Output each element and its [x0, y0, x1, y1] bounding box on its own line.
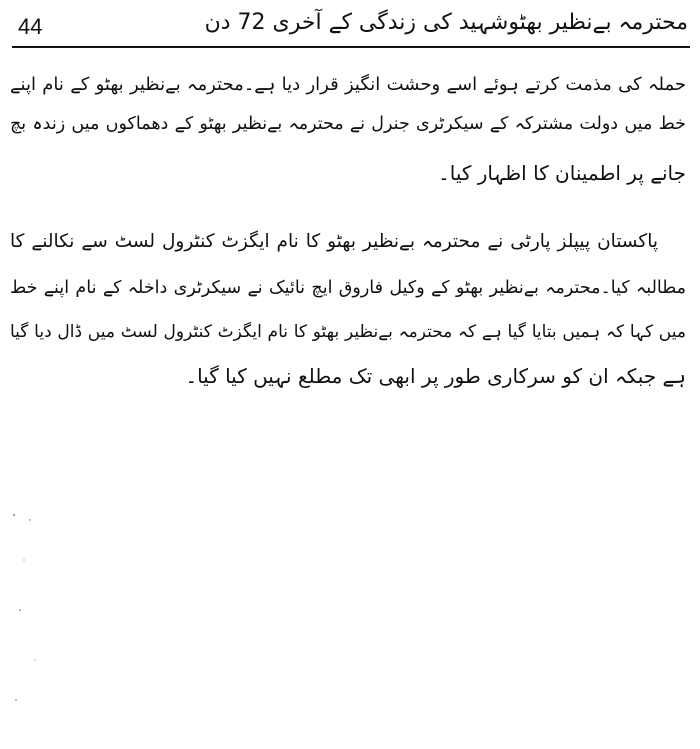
paragraph-2-line-1: پاکستان پیپلز پارٹی نے محترمہ بےنظیر بھٹو کا نام ایگزٹ کنٹرول لسٹ سے نکالنے کا: [10, 231, 658, 252]
paragraph-1-line-1: حملہ کی مذمت کرتے ہوئے اسے وحشت انگیز قرار دیا ہے۔محترمہ بےنظیر بھٹو کے نام اپنے: [10, 74, 686, 95]
paragraph-2-line-3: میں کہا کہ ہمیں بتایا گیا ہے کہ محترمہ بےنظیر بھٹو کا نام ایگزٹ کنٹرول لسٹ میں ڈال دیا گیا: [10, 322, 686, 342]
paragraph-2-line-2: مطالبہ کیا۔محترمہ بےنظیر بھٹو کے وکیل فاروق ایچ نائیک نے سیکرٹری داخلہ کے نام اپنے خط: [10, 278, 686, 298]
paragraph-1-line-2: خط میں دولت مشترکہ کے سیکرٹری جنرل نے محترمہ بےنظیر بھٹو کے دھماکوں میں زندہ بچ: [10, 114, 686, 134]
header-rule: [12, 46, 690, 48]
paragraph-2-line-4: ہے جبکہ ان کو سرکاری طور پر ابھی تک مطلع نہیں کیا گیا۔: [185, 364, 686, 388]
page-number: 44: [18, 14, 43, 39]
paragraph-1-line-3: جانے پر اطمینان کا اظہار کیا۔: [438, 161, 686, 185]
running-header: محترمہ بےنظیر بھٹوشہید کی زندگی کے آخری 72 دن: [204, 10, 688, 35]
